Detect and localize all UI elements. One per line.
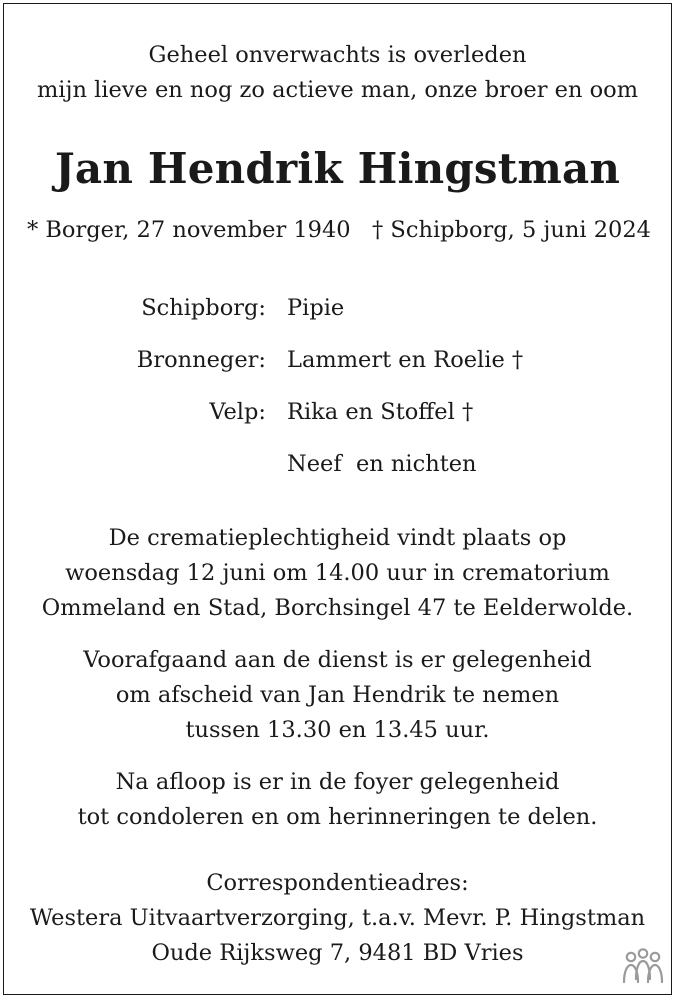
family-place: Bronneger: [136,347,266,373]
family-place: Velp: [209,399,266,425]
farewell-line-3: tussen 13.30 en 13.45 uur. [185,717,490,743]
ceremony-line-2: woensdag 12 juni om 14.00 uur in crematorium [65,560,610,586]
obituary-card [3,3,672,995]
family-names: Lammert en Roelie † [287,347,524,373]
condolence-line-2: tot condoleren en om herinneringen te delen. [77,804,598,830]
birth-date: * Borger, 27 november 1940 [27,217,351,243]
correspondence-heading: Correspondentieadres: [206,870,469,896]
correspondence-line-2: Oude Rijksweg 7, 9481 BD Vries [151,940,524,966]
family-names: Neef en nichten [287,451,477,477]
family-place: Schipborg: [141,295,266,321]
family-names: Pipie [287,295,345,321]
death-date: † Schipborg, 5 juni 2024 [372,217,651,243]
intro-line-2: mijn lieve en nog zo actieve man, onze broer en oom [36,77,639,103]
condolence-line-1: Na afloop is er in de foyer gelegenheid [115,769,560,795]
intro-line-1: Geheel onverwachts is overleden [148,42,527,68]
farewell-line-2: om afscheid van Jan Hendrik te nemen [115,682,560,708]
family-names: Rika en Stoffel † [287,399,474,425]
deceased-name: Jan Hendrik Hingstman [54,144,621,193]
people-logo-icon [620,948,666,992]
ceremony-line-3: Ommeland en Stad, Borchsingel 47 te Eelderwolde. [41,595,634,621]
ceremony-line-1: De crematieplechtigheid vindt plaats op [108,525,567,551]
correspondence-line-1: Westera Uitvaartverzorging, t.a.v. Mevr. P. Hingstman [29,905,646,931]
farewell-line-1: Voorafgaand aan de dienst is er gelegenheid [83,647,592,673]
